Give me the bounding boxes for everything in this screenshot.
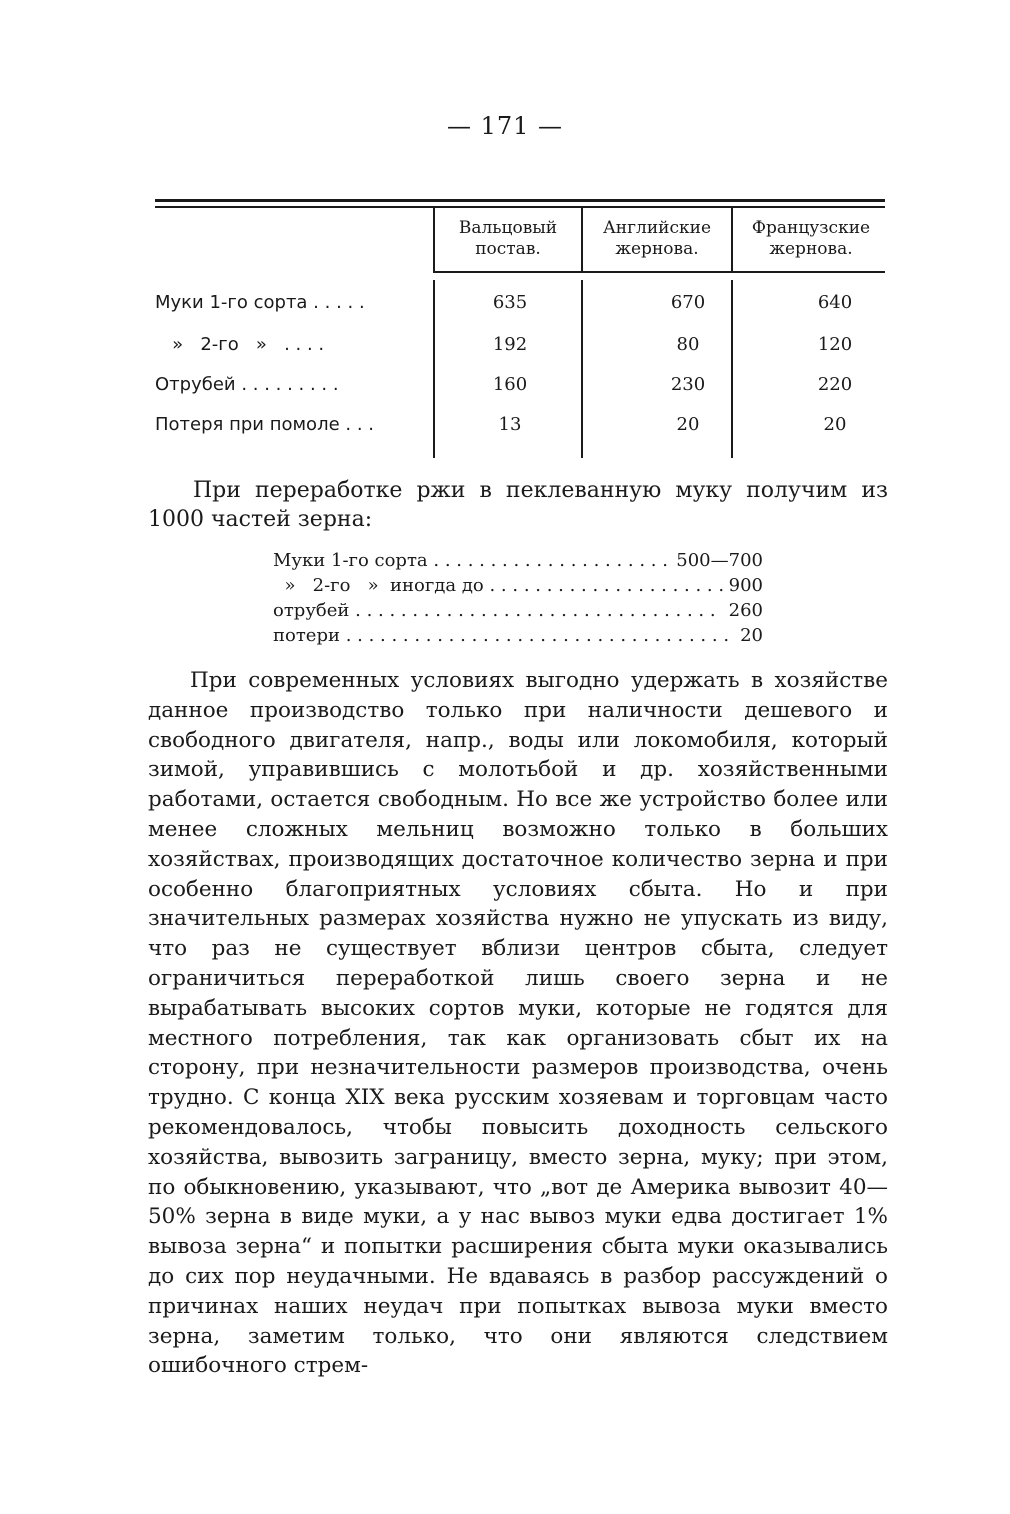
yield-list <box>273 548 763 648</box>
table-cell: 160 <box>492 374 528 395</box>
table-cell: 230 <box>670 374 706 395</box>
table-cell: 13 <box>498 414 522 435</box>
list-item-label: » 2-го » иногда до . . . <box>273 573 723 598</box>
list-item <box>273 573 763 598</box>
row-label: Отрубей . . . . . . . . . <box>155 374 339 395</box>
table-cell: 120 <box>817 334 853 355</box>
body-paragraph <box>148 666 888 1381</box>
intro-paragraph <box>148 476 888 534</box>
list-item-value: 260 <box>728 600 763 621</box>
table-vline <box>731 208 733 272</box>
table-cell: 670 <box>670 292 706 313</box>
table-cell: 20 <box>823 414 847 435</box>
row-label: Потеря при помоле . . . <box>155 414 374 435</box>
table-vline <box>581 208 583 272</box>
table-header-rule <box>433 271 885 273</box>
table-vline <box>581 280 583 458</box>
column-header: Английские жернова. <box>602 218 712 259</box>
intro-text: При переработке ржи в пеклеванную муку получим из 1000 частей зерна: <box>148 478 888 533</box>
row-label: Муки 1-го сорта . . . . . <box>155 292 365 313</box>
list-item-value: 500—700 <box>676 550 763 571</box>
page-number: — 171 — <box>446 112 564 140</box>
table-top-rule <box>155 199 885 202</box>
column-header: Французские жернова. <box>751 218 871 259</box>
list-item <box>273 598 763 623</box>
table-cell: 20 <box>676 414 700 435</box>
table-cell: 192 <box>492 334 528 355</box>
list-item-label: Муки 1-го сорта . . . <box>273 548 670 573</box>
mill-yield-table <box>155 208 885 458</box>
table-cell: 635 <box>492 292 528 313</box>
table-vline <box>433 208 435 272</box>
list-item-value: 20 <box>740 625 763 646</box>
table-vline <box>433 280 435 458</box>
list-item <box>273 623 763 648</box>
list-item-label: потери . . . <box>273 623 734 648</box>
table-cell: 80 <box>676 334 700 355</box>
body-text: При современных условиях выгодно удержать в хозяйстве данное производство только при наличности дешевого и свободного двигателя, напр., воды или локомобиля, который зимой, управившись с молотьбой и др. хозяйственными работами, остается свободным. Но все же устройство более или менее сложных мельниц возможно только в больших хозяйствах, производящих достаточное количество зерна и при особенно благоприятных условиях сбыта. Но и при значительных размерах хозяйства нужно не упускать из виду, что раз не существует вблизи центров сбыта, следует ограничиться переработкой лишь своего зерна и не вырабатывать высоких сортов муки, которые не годятся для местного потребления, так как организовать сбыт их на сторону, при незначительности размеров производства, очень трудно. С конца XIX века русским хозяевам и торговцам часто рекомендовалось, чтобы повысить доходность сельского хозяйства, вывозить заграницу, вместо зерна, муку; при этом, по обыкновению, указывают, что „вот де Америка вывозит 40—50% зерна в виде муки, а у нас вывоз муки едва достигает 1% вывоза зерна“ и попытки расширения сбыта муки оказывались до сих пор неудачными. Не вдаваясь в разбор рассуждений о причинах наших неудач при попытках вывоза муки вместо зерна, заметим только, что они являются следствием ошибочного стрем- <box>148 668 888 1379</box>
list-item-label: отрубей . . . <box>273 598 723 623</box>
column-header: Вальцовый постав. <box>458 218 558 259</box>
list-item-value: 900 <box>728 575 763 596</box>
list-item <box>273 548 763 573</box>
row-label: » 2-го » . . . . <box>155 334 325 355</box>
table-cell: 640 <box>817 292 853 313</box>
table-cell: 220 <box>817 374 853 395</box>
